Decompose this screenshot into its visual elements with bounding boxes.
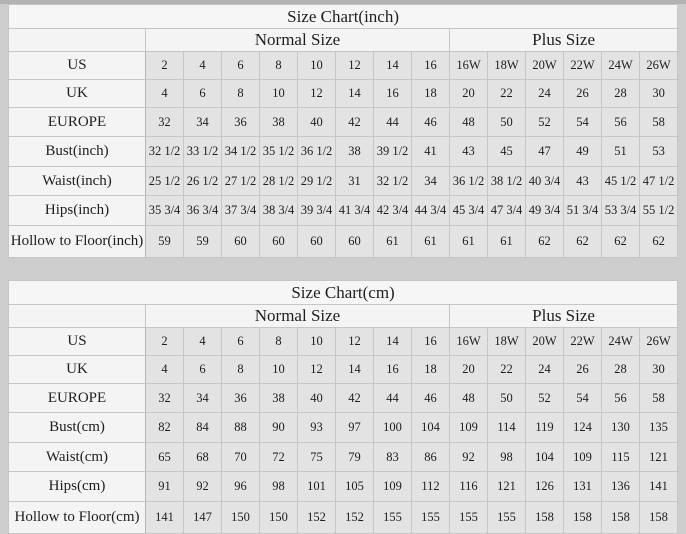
row-label: Hollow to Floor(cm) (9, 502, 146, 534)
size-cell: 158 (640, 502, 678, 534)
size-cell: 34 1/2 (222, 137, 260, 167)
table-title-cm: Size Chart(cm) (9, 281, 678, 305)
size-cell: 126 (526, 472, 564, 502)
size-cell: 14 (374, 328, 412, 356)
row-label: US (9, 328, 146, 356)
size-cell: 16 (374, 80, 412, 108)
size-cell: 155 (412, 502, 450, 534)
size-cell: 40 (298, 108, 336, 137)
size-cell: 50 (488, 108, 526, 137)
title-row (9, 5, 678, 29)
size-cell: 30 (640, 356, 678, 384)
size-cell: 131 (564, 472, 602, 502)
size-cell: 61 (374, 226, 412, 258)
size-cell: 152 (298, 502, 336, 534)
size-cell: 16 (412, 52, 450, 80)
size-cell: 59 (146, 226, 184, 258)
size-cell: 34 (184, 384, 222, 413)
size-cell: 47 1/2 (640, 167, 678, 196)
size-cell: 48 (450, 108, 488, 137)
size-cell: 62 (564, 226, 602, 258)
size-cell: 54 (564, 108, 602, 137)
size-cell: 60 (336, 226, 374, 258)
row-label: Hips(cm) (9, 472, 146, 502)
size-cell: 141 (640, 472, 678, 502)
size-cell: 36 3/4 (184, 196, 222, 226)
size-cell: 47 (526, 137, 564, 167)
size-cell: 16W (450, 328, 488, 356)
size-cell: 88 (222, 413, 260, 443)
table-row (9, 328, 678, 356)
size-cell: 150 (260, 502, 298, 534)
size-cell: 79 (336, 443, 374, 472)
group-header-row (9, 29, 678, 52)
table-row (9, 52, 678, 80)
table-row (9, 502, 678, 534)
size-cell: 62 (602, 226, 640, 258)
size-cell: 6 (222, 52, 260, 80)
size-cell: 36 1/2 (450, 167, 488, 196)
size-cell: 6 (222, 328, 260, 356)
size-cell: 34 (412, 167, 450, 196)
size-cell: 93 (298, 413, 336, 443)
table-row (9, 80, 678, 108)
row-label: UK (9, 356, 146, 384)
row-label: EUROPE (9, 108, 146, 137)
size-cell: 124 (564, 413, 602, 443)
size-cell: 26 (564, 80, 602, 108)
group-header-plus-size: Plus Size (450, 305, 678, 328)
table-row (9, 226, 678, 258)
size-cell: 75 (298, 443, 336, 472)
table-row (9, 443, 678, 472)
size-cell: 43 (450, 137, 488, 167)
size-cell: 20 (450, 356, 488, 384)
size-cell: 114 (488, 413, 526, 443)
size-cell: 24 (526, 356, 564, 384)
size-cell: 101 (298, 472, 336, 502)
size-cell: 155 (450, 502, 488, 534)
size-cell: 58 (640, 384, 678, 413)
size-cell: 22 (488, 356, 526, 384)
size-cell: 104 (526, 443, 564, 472)
table-row (9, 137, 678, 167)
size-cell: 121 (640, 443, 678, 472)
table-row (9, 196, 678, 226)
size-cell: 10 (298, 52, 336, 80)
size-cell: 72 (260, 443, 298, 472)
row-label: EUROPE (9, 384, 146, 413)
size-cell: 41 (412, 137, 450, 167)
size-cell: 92 (450, 443, 488, 472)
table-row (9, 384, 678, 413)
size-cell: 39 3/4 (298, 196, 336, 226)
size-cell: 28 (602, 356, 640, 384)
size-cell: 2 (146, 328, 184, 356)
table-body (9, 52, 678, 258)
size-cell: 8 (222, 80, 260, 108)
size-cell: 26 (564, 356, 602, 384)
size-cell: 119 (526, 413, 564, 443)
size-cell: 65 (146, 443, 184, 472)
table-row (9, 413, 678, 443)
size-cell: 26W (640, 328, 678, 356)
size-cell: 62 (640, 226, 678, 258)
size-cell: 30 (640, 80, 678, 108)
size-cell: 150 (222, 502, 260, 534)
size-cell: 158 (564, 502, 602, 534)
size-chart-cm-table (8, 280, 678, 534)
size-cell: 92 (184, 472, 222, 502)
size-cell: 98 (260, 472, 298, 502)
size-cell: 46 (412, 108, 450, 137)
group-header-row (9, 305, 678, 328)
size-cell: 36 (222, 384, 260, 413)
row-label: US (9, 52, 146, 80)
size-cell: 38 (260, 108, 298, 137)
row-label: Waist(cm) (9, 443, 146, 472)
size-cell: 32 (146, 384, 184, 413)
size-cell: 34 (184, 108, 222, 137)
size-cell: 58 (640, 108, 678, 137)
size-cell: 12 (336, 328, 374, 356)
size-cell: 42 (336, 108, 374, 137)
row-label: Bust(cm) (9, 413, 146, 443)
table-body (9, 328, 678, 534)
table-row (9, 108, 678, 137)
size-cell: 38 3/4 (260, 196, 298, 226)
size-cell: 59 (184, 226, 222, 258)
size-cell: 41 3/4 (336, 196, 374, 226)
size-cell: 105 (336, 472, 374, 502)
corner-cell (9, 29, 146, 52)
size-cell: 24W (602, 52, 640, 80)
size-cell: 20W (526, 328, 564, 356)
size-cell: 86 (412, 443, 450, 472)
size-cell: 55 1/2 (640, 196, 678, 226)
size-cell: 135 (640, 413, 678, 443)
size-cell: 141 (146, 502, 184, 534)
size-cell: 56 (602, 108, 640, 137)
size-cell: 33 1/2 (184, 137, 222, 167)
size-cell: 12 (336, 52, 374, 80)
size-cell: 18 (412, 80, 450, 108)
size-cell: 28 (602, 80, 640, 108)
size-cell: 45 1/2 (602, 167, 640, 196)
size-cell: 45 (488, 137, 526, 167)
size-cell: 98 (488, 443, 526, 472)
size-cell: 116 (450, 472, 488, 502)
size-cell: 42 (336, 384, 374, 413)
size-cell: 12 (298, 356, 336, 384)
size-cell: 18 (412, 356, 450, 384)
size-cell: 49 (564, 137, 602, 167)
size-cell: 32 1/2 (146, 137, 184, 167)
size-cell: 14 (336, 356, 374, 384)
size-cell: 27 1/2 (222, 167, 260, 196)
size-cell: 8 (260, 52, 298, 80)
size-cell: 16 (412, 328, 450, 356)
size-cell: 100 (374, 413, 412, 443)
size-cell: 8 (222, 356, 260, 384)
size-cell: 8 (260, 328, 298, 356)
size-cell: 51 3/4 (564, 196, 602, 226)
size-cell: 14 (336, 80, 374, 108)
size-cell: 4 (184, 52, 222, 80)
size-cell: 37 3/4 (222, 196, 260, 226)
size-cell: 38 1/2 (488, 167, 526, 196)
size-cell: 39 1/2 (374, 137, 412, 167)
size-cell: 20W (526, 52, 564, 80)
size-cell: 90 (260, 413, 298, 443)
size-cell: 109 (450, 413, 488, 443)
size-cell: 52 (526, 108, 564, 137)
size-cell: 68 (184, 443, 222, 472)
row-label: UK (9, 80, 146, 108)
size-cell: 104 (412, 413, 450, 443)
size-cell: 29 1/2 (298, 167, 336, 196)
size-cell: 84 (184, 413, 222, 443)
size-cell: 109 (374, 472, 412, 502)
size-cell: 82 (146, 413, 184, 443)
size-cell: 45 3/4 (450, 196, 488, 226)
size-cell: 16 (374, 356, 412, 384)
size-cell: 147 (184, 502, 222, 534)
size-cell: 24 (526, 80, 564, 108)
size-cell: 47 3/4 (488, 196, 526, 226)
size-cell: 70 (222, 443, 260, 472)
size-cell: 32 1/2 (374, 167, 412, 196)
size-cell: 4 (184, 328, 222, 356)
size-cell: 25 1/2 (146, 167, 184, 196)
size-cell: 54 (564, 384, 602, 413)
title-row (9, 281, 678, 305)
table-row (9, 472, 678, 502)
size-cell: 18W (488, 52, 526, 80)
row-label: Waist(inch) (9, 167, 146, 196)
size-cell: 50 (488, 384, 526, 413)
size-cell: 96 (222, 472, 260, 502)
size-cell: 46 (412, 384, 450, 413)
size-cell: 43 (564, 167, 602, 196)
size-cell: 130 (602, 413, 640, 443)
size-cell: 60 (298, 226, 336, 258)
size-cell: 158 (526, 502, 564, 534)
size-cell: 52 (526, 384, 564, 413)
size-cell: 44 (374, 384, 412, 413)
size-cell: 35 1/2 (260, 137, 298, 167)
size-cell: 40 (298, 384, 336, 413)
size-cell: 60 (260, 226, 298, 258)
size-cell: 6 (184, 356, 222, 384)
size-cell: 18W (488, 328, 526, 356)
size-cell: 83 (374, 443, 412, 472)
size-cell: 32 (146, 108, 184, 137)
size-cell: 38 (260, 384, 298, 413)
size-cell: 36 1/2 (298, 137, 336, 167)
size-cell: 31 (336, 167, 374, 196)
size-cell: 4 (146, 80, 184, 108)
row-label: Bust(inch) (9, 137, 146, 167)
size-cell: 91 (146, 472, 184, 502)
size-chart-inch-table (8, 4, 678, 258)
size-cell: 16W (450, 52, 488, 80)
size-cell: 51 (602, 137, 640, 167)
size-cell: 112 (412, 472, 450, 502)
size-cell: 109 (564, 443, 602, 472)
size-cell: 26W (640, 52, 678, 80)
size-cell: 62 (526, 226, 564, 258)
size-cell: 20 (450, 80, 488, 108)
group-header-normal-size: Normal Size (146, 29, 450, 52)
size-cell: 121 (488, 472, 526, 502)
size-cell: 22W (564, 52, 602, 80)
size-cell: 44 3/4 (412, 196, 450, 226)
size-cell: 49 3/4 (526, 196, 564, 226)
size-cell: 10 (298, 328, 336, 356)
size-cell: 61 (488, 226, 526, 258)
size-cell: 53 (640, 137, 678, 167)
size-cell: 136 (602, 472, 640, 502)
table-row (9, 167, 678, 196)
size-cell: 42 3/4 (374, 196, 412, 226)
table-title-inch: Size Chart(inch) (9, 5, 678, 29)
size-cell: 26 1/2 (184, 167, 222, 196)
size-cell: 152 (336, 502, 374, 534)
size-cell: 97 (336, 413, 374, 443)
size-cell: 155 (374, 502, 412, 534)
size-cell: 40 3/4 (526, 167, 564, 196)
group-header-normal-size: Normal Size (146, 305, 450, 328)
size-cell: 155 (488, 502, 526, 534)
size-cell: 22 (488, 80, 526, 108)
row-label: Hollow to Floor(inch) (9, 226, 146, 258)
size-cell: 53 3/4 (602, 196, 640, 226)
size-cell: 56 (602, 384, 640, 413)
size-cell: 10 (260, 356, 298, 384)
size-cell: 6 (184, 80, 222, 108)
size-cell: 4 (146, 356, 184, 384)
size-cell: 158 (602, 502, 640, 534)
table-row (9, 356, 678, 384)
size-cell: 22W (564, 328, 602, 356)
size-cell: 14 (374, 52, 412, 80)
size-cell: 60 (222, 226, 260, 258)
size-cell: 2 (146, 52, 184, 80)
size-cell: 44 (374, 108, 412, 137)
size-cell: 48 (450, 384, 488, 413)
size-cell: 28 1/2 (260, 167, 298, 196)
size-cell: 38 (336, 137, 374, 167)
size-cell: 61 (450, 226, 488, 258)
corner-cell (9, 305, 146, 328)
size-cell: 115 (602, 443, 640, 472)
size-cell: 10 (260, 80, 298, 108)
row-label: Hips(inch) (9, 196, 146, 226)
size-cell: 36 (222, 108, 260, 137)
size-cell: 12 (298, 80, 336, 108)
size-cell: 35 3/4 (146, 196, 184, 226)
group-header-plus-size: Plus Size (450, 29, 678, 52)
size-cell: 24W (602, 328, 640, 356)
size-cell: 61 (412, 226, 450, 258)
